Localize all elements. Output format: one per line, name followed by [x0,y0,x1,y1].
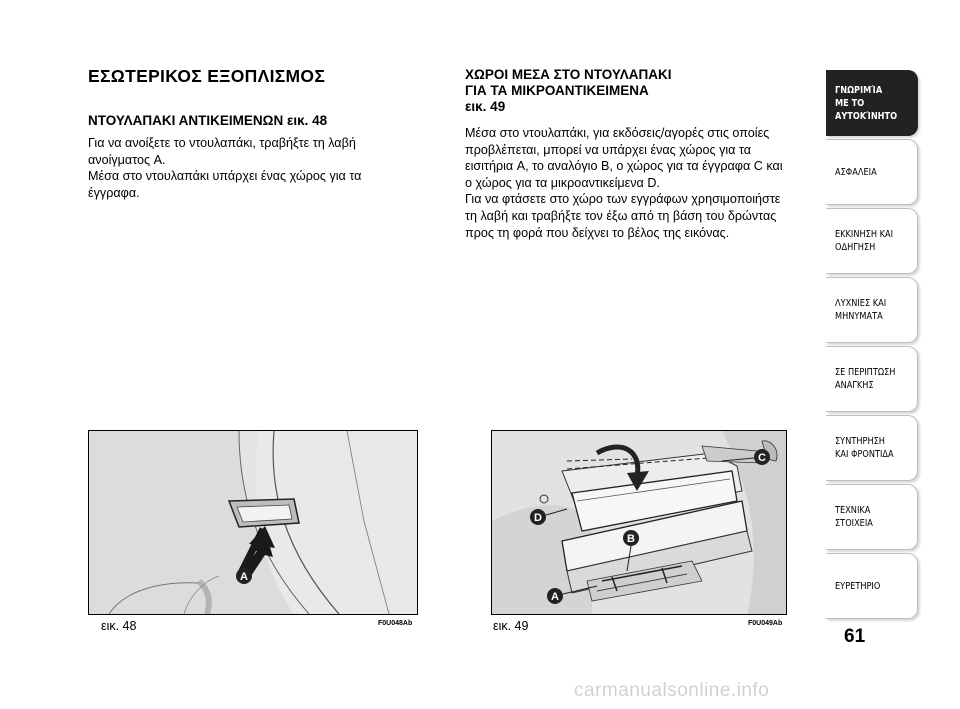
figure-49-code: F0U049Ab [748,620,783,627]
section-title: ΕΣΩΤΕΡΙΚΟΣ ΕΞΟΠΛΙΣΜΟΣ [88,66,326,86]
tab-label: ΓΝΩΡΙΜΊΑ ΜΕ ΤΟ ΑΥΤΟΚΊΝΗΤΟ [835,84,898,122]
tab-label: ΑΣΦΑΛΕΙΑ [835,166,877,178]
figure-49-caption: εικ. 49 [493,619,529,633]
glovebox-compartments-illustration [492,431,786,614]
tab-label: ΕΚΚΙΝΗΣΗ ΚΑΙ ΟΔΗΓΗΣΗ [835,229,894,253]
figure-49-illustration [491,430,787,615]
compartments-body: Μέσα στο ντουλαπάκι, για εκδόσεις/αγορές στις οποίες προβλέπεται, μπορεί να υπάρχει ένας χώρος για τα εισιτήρια A, το αναλόγιο B, ο χώρος για τα έγγραφα C και ο χώρος για τα μικροαντικείμενα D. Για να φτάσετε στο χώρο των εγγράφων χρησιμοποιήστε τη λαβή και τραβήξτε τον έξω από τη βάση του δρώντας προς τη φορά που δείχνει το βέλος της εικόνας. [465,126,783,240]
glovebox-heading: ΝΤΟΥΛΑΠΑΚΙ ΑΝΤΙΚΕΙΜΕΝΩΝ εικ. 48 [88,113,328,128]
tab-lights-messages[interactable] [826,277,918,343]
tab-label: ΕΥΡΕΤΗΡΙΟ [835,580,881,592]
glovebox-handle-illustration [89,431,417,614]
callout-b: B [627,533,635,545]
tab-label: ΣΕ ΠΕΡΙΠΤΩΣΗ ΑΝΑΓΚΗΣ [835,367,896,391]
tab-safety[interactable] [826,139,918,205]
tab-label: ΣΥΝΤΗΡΗΣΗ ΚΑΙ ΦΡΟΝΤΙΔΑ [835,436,894,460]
callout-a-fig48: A [240,571,248,583]
tab-index[interactable] [826,553,918,619]
tab-getting-to-know[interactable] [826,70,918,136]
page-number: 61 [844,626,866,647]
figure-48-caption: εικ. 48 [101,619,137,633]
tab-emergency[interactable] [826,346,918,412]
tab-maintenance[interactable] [826,415,918,481]
watermark: carmanualsonline.info [574,680,770,701]
callout-d: D [534,512,542,524]
tab-label: ΤΕΧΝΙΚΑ ΣΤΟΙΧΕΙΑ [835,505,873,529]
figure-48-code: F0U048Ab [378,620,413,627]
callout-c: C [758,452,766,464]
figure-48-illustration [88,430,418,615]
tab-starting-driving[interactable] [826,208,918,274]
glovebox-body: Για να ανοίξετε το ντουλαπάκι, τραβήξτε τη λαβή ανοίγματος A. Μέσα στο ντουλαπάκι υπάρχει ένας χώρος για τα έγγραφα. [88,136,362,200]
compartments-heading: ΧΩΡΟΙ ΜΕΣΑ ΣΤΟ ΝΤΟΥΛΑΠΑΚΙ ΓΙΑ ΤΑ ΜΙΚΡΟΑΝΤΙΚΕΙΜΕΝΑ εικ. 49 [465,67,672,114]
callout-a-fig49: A [551,591,559,603]
tab-label: ΛΥΧΝΙΕΣ ΚΑΙ ΜΗΝΥΜΑΤΑ [835,298,887,322]
tab-technical-data[interactable] [826,484,918,550]
